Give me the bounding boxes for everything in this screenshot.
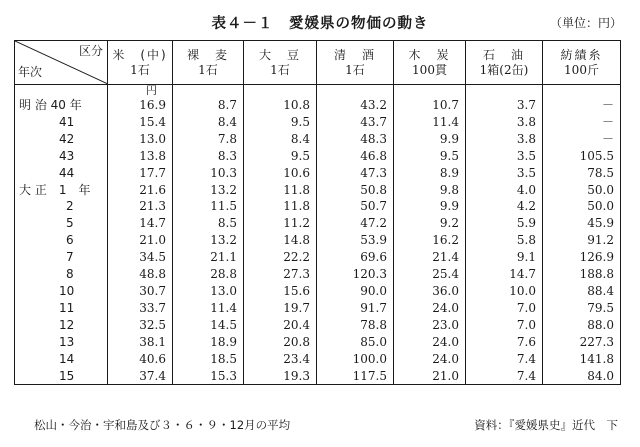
table-row <box>15 198 621 215</box>
value-cell: 27.3 <box>244 266 317 283</box>
value-cell: 14.7 <box>108 215 173 232</box>
table-row <box>15 249 621 266</box>
col-header-charcoal <box>394 41 466 85</box>
value-cell: 9.5 <box>394 148 466 165</box>
table-row <box>15 232 621 249</box>
value-cell: 120.3 <box>317 266 394 283</box>
value-cell: 3.8 <box>466 114 543 131</box>
col-header-yarn <box>543 41 621 85</box>
value-cell: 28.8 <box>173 266 244 283</box>
value-cell: 91.7 <box>317 300 394 317</box>
year-cell: 大 正 1 年 <box>15 182 108 199</box>
table-body <box>15 85 621 385</box>
table-cell <box>394 85 466 98</box>
col-name: 大 豆 <box>258 47 301 62</box>
value-cell: 11.8 <box>244 198 317 215</box>
table-row <box>15 131 621 148</box>
value-cell: 9.1 <box>466 249 543 266</box>
value-cell: 23.4 <box>244 351 317 368</box>
value-cell: 7.4 <box>466 351 543 368</box>
value-cell: 43.7 <box>317 114 394 131</box>
unit-row <box>15 85 621 98</box>
value-cell: 50.8 <box>317 182 394 199</box>
value-cell: 14.7 <box>466 266 543 283</box>
value-cell: 53.9 <box>317 232 394 249</box>
value-cell: 32.5 <box>108 317 173 334</box>
value-cell: 11.8 <box>244 182 317 199</box>
value-cell: 21.6 <box>108 182 173 199</box>
table-cell <box>466 85 543 98</box>
value-cell: 18.9 <box>173 334 244 351</box>
source-note: 資料：『愛媛県史』近代 下 <box>474 418 618 432</box>
value-cell: 24.0 <box>394 334 466 351</box>
value-cell: 16.2 <box>394 232 466 249</box>
col-name: 裸 麦 <box>186 47 229 62</box>
value-cell: 8.7 <box>173 97 244 114</box>
value-cell: 188.8 <box>543 266 621 283</box>
value-cell: 47.3 <box>317 165 394 182</box>
value-cell: 50.7 <box>317 198 394 215</box>
value-cell: 34.5 <box>108 249 173 266</box>
value-cell: 21.1 <box>173 249 244 266</box>
table-row <box>15 351 621 368</box>
value-cell: 78.8 <box>317 317 394 334</box>
value-cell: 7.6 <box>466 334 543 351</box>
value-cell: 11.4 <box>173 300 244 317</box>
value-cell: 43.2 <box>317 97 394 114</box>
value-cell: 11.5 <box>173 198 244 215</box>
value-cell: 13.0 <box>108 131 173 148</box>
value-cell: 8.9 <box>394 165 466 182</box>
value-cell: 117.5 <box>317 368 394 385</box>
value-cell: 50.0 <box>543 198 621 215</box>
value-cell: 19.7 <box>244 300 317 317</box>
year-cell: 41 <box>15 114 108 131</box>
value-cell: 21.0 <box>108 232 173 249</box>
col-unit: 1石 <box>345 62 365 77</box>
year-cell: 6 <box>15 232 108 249</box>
value-cell: 8.4 <box>173 114 244 131</box>
value-cell: 38.1 <box>108 334 173 351</box>
value-cell: 10.6 <box>244 165 317 182</box>
value-cell: 7.4 <box>466 368 543 385</box>
value-cell: 45.9 <box>543 215 621 232</box>
year-cell: 13 <box>15 334 108 351</box>
value-cell: 47.2 <box>317 215 394 232</box>
col-header-soybean <box>244 41 317 85</box>
value-cell: 14.8 <box>244 232 317 249</box>
value-cell: 7.0 <box>466 300 543 317</box>
value-cell: 24.0 <box>394 300 466 317</box>
value-cell: 10.8 <box>244 97 317 114</box>
value-cell: 3.5 <box>466 165 543 182</box>
value-cell: 15.6 <box>244 283 317 300</box>
col-name: 清 酒 <box>333 47 376 62</box>
table-row <box>15 182 621 199</box>
value-cell: － <box>543 131 621 148</box>
value-cell: 23.0 <box>394 317 466 334</box>
table-cell <box>244 85 317 98</box>
table-cell <box>15 85 108 98</box>
value-cell: 48.8 <box>108 266 173 283</box>
year-cell: 12 <box>15 317 108 334</box>
year-cell: 8 <box>15 266 108 283</box>
value-cell: 227.3 <box>543 334 621 351</box>
value-cell: 9.5 <box>244 114 317 131</box>
row-key-label: 年次 <box>18 65 43 79</box>
value-cell: 7.0 <box>466 317 543 334</box>
col-header-barley <box>173 41 244 85</box>
value-cell: 36.0 <box>394 283 466 300</box>
value-cell: 3.5 <box>466 148 543 165</box>
value-cell: 33.7 <box>108 300 173 317</box>
value-cell: 9.2 <box>394 215 466 232</box>
unit-note: （単位：円） <box>549 16 622 30</box>
year-cell: 2 <box>15 198 108 215</box>
value-cell: 48.3 <box>317 131 394 148</box>
table-row <box>15 283 621 300</box>
year-cell: 42 <box>15 131 108 148</box>
price-table <box>14 40 621 385</box>
col-unit: 100斤 <box>564 62 599 77</box>
value-cell: 141.8 <box>543 351 621 368</box>
value-cell: 126.9 <box>543 249 621 266</box>
table-row <box>15 334 621 351</box>
table-row <box>15 165 621 182</box>
value-cell: 13.0 <box>173 283 244 300</box>
value-cell: 88.4 <box>543 283 621 300</box>
column-key-label: 区分 <box>78 44 103 58</box>
value-cell: 15.3 <box>173 368 244 385</box>
value-cell: 21.0 <box>394 368 466 385</box>
year-cell: 15 <box>15 368 108 385</box>
table-row <box>15 215 621 232</box>
year-cell: 11 <box>15 300 108 317</box>
col-header-rice <box>108 41 173 85</box>
year-cell: 7 <box>15 249 108 266</box>
value-cell: 90.0 <box>317 283 394 300</box>
value-cell: 13.2 <box>173 232 244 249</box>
value-cell: 78.5 <box>543 165 621 182</box>
value-cell: 88.0 <box>543 317 621 334</box>
value-cell: 24.0 <box>394 351 466 368</box>
table-cell <box>317 85 394 98</box>
value-cell: 15.4 <box>108 114 173 131</box>
value-cell: 8.3 <box>173 148 244 165</box>
table-row <box>15 300 621 317</box>
table-cell <box>173 85 244 98</box>
table-cell <box>543 85 621 98</box>
year-cell: 43 <box>15 148 108 165</box>
value-cell: 37.4 <box>108 368 173 385</box>
value-cell: 8.5 <box>173 215 244 232</box>
col-name: 石 油 <box>482 47 525 62</box>
table-title: 表４－１ 愛媛県の物価の動き <box>211 16 429 32</box>
table-row <box>15 317 621 334</box>
year-cell: 10 <box>15 283 108 300</box>
value-cell: 21.4 <box>394 249 466 266</box>
value-cell: 9.9 <box>394 131 466 148</box>
col-name: 木 炭 <box>408 47 451 62</box>
value-cell: 4.0 <box>466 182 543 199</box>
table-row <box>15 148 621 165</box>
value-cell: 46.8 <box>317 148 394 165</box>
value-cell: 11.4 <box>394 114 466 131</box>
year-cell: 明 治 40 年 <box>15 97 108 114</box>
table-row <box>15 97 621 114</box>
value-cell: 11.2 <box>244 215 317 232</box>
value-cell: － <box>543 114 621 131</box>
col-name: 米 (中) <box>112 47 168 62</box>
footnote: 松山・今治・宇和島及び３・６・９・12月の平均 <box>34 418 291 432</box>
col-unit: 100貫 <box>412 62 447 77</box>
value-cell: 7.8 <box>173 131 244 148</box>
value-cell: 10.7 <box>394 97 466 114</box>
value-cell: 13.2 <box>173 182 244 199</box>
value-cell: 14.5 <box>173 317 244 334</box>
value-cell: － <box>543 97 621 114</box>
value-cell: 5.8 <box>466 232 543 249</box>
value-cell: 10.0 <box>466 283 543 300</box>
value-cell: 17.7 <box>108 165 173 182</box>
col-header-oil <box>466 41 543 85</box>
value-cell: 9.9 <box>394 198 466 215</box>
value-cell: 91.2 <box>543 232 621 249</box>
col-header-sake <box>317 41 394 85</box>
col-unit: 1石 <box>130 62 150 77</box>
value-cell: 79.5 <box>543 300 621 317</box>
value-cell: 20.4 <box>244 317 317 334</box>
value-cell: 10.3 <box>173 165 244 182</box>
value-cell: 21.3 <box>108 198 173 215</box>
year-cell: 14 <box>15 351 108 368</box>
value-cell: 105.5 <box>543 148 621 165</box>
year-cell: 44 <box>15 165 108 182</box>
value-cell: 5.9 <box>466 215 543 232</box>
col-unit: 1石 <box>198 62 218 77</box>
value-cell: 50.0 <box>543 182 621 199</box>
value-cell: 20.8 <box>244 334 317 351</box>
table-row <box>15 114 621 131</box>
table-row <box>15 368 621 385</box>
value-cell: 3.7 <box>466 97 543 114</box>
value-cell: 9.8 <box>394 182 466 199</box>
col-unit: 1箱(2缶) <box>479 62 529 77</box>
value-cell: 18.5 <box>173 351 244 368</box>
value-cell: 25.4 <box>394 266 466 283</box>
value-cell: 16.9 <box>108 97 173 114</box>
corner-header <box>15 41 108 85</box>
value-cell: 85.0 <box>317 334 394 351</box>
value-cell: 19.3 <box>244 368 317 385</box>
value-cell: 84.0 <box>543 368 621 385</box>
table-row <box>15 266 621 283</box>
value-cell: 40.6 <box>108 351 173 368</box>
value-cell: 100.0 <box>317 351 394 368</box>
value-cell: 9.5 <box>244 148 317 165</box>
year-cell: 5 <box>15 215 108 232</box>
col-unit: 1石 <box>270 62 290 77</box>
header-row <box>15 41 621 85</box>
value-cell: 4.2 <box>466 198 543 215</box>
value-cell: 8.4 <box>244 131 317 148</box>
col-name: 紡績糸 <box>560 47 603 62</box>
value-cell: 3.8 <box>466 131 543 148</box>
value-cell: 13.8 <box>108 148 173 165</box>
value-cell: 69.6 <box>317 249 394 266</box>
value-cell: 22.2 <box>244 249 317 266</box>
value-cell: 30.7 <box>108 283 173 300</box>
value-unit-label: 円 <box>108 85 173 98</box>
